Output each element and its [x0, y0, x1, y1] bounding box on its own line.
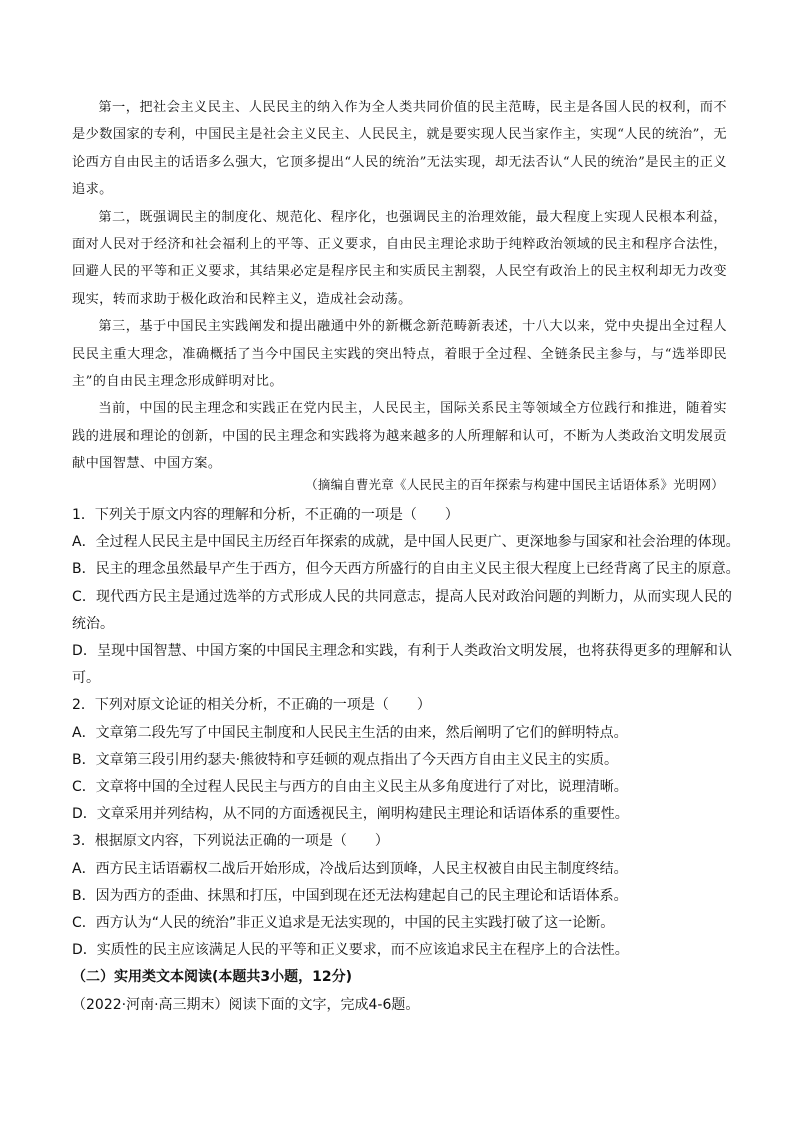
question-3-option-b: B．因为西方的歪曲、抹黑和打压，中国到现在还无法构建起自己的民主理论和话语体系。 — [72, 887, 628, 904]
question-1-option-c: C．现代西方民主是通过选举的方式形成人民的共同意志，提高人民对政治问题的判断力，从而实现人民的统治。 — [72, 588, 732, 632]
question-1-option-d: D．呈现中国智慧、中国方案的中国民主理念和实践，有利于人类政治文明发展，也将获得更多的理解和认可。 — [72, 643, 732, 687]
question-3-stem: 3．根据原文内容，下列说法正确的一项是（ ） — [72, 833, 389, 850]
question-2-option-b: B．文章第三段引用约瑟夫·熊彼特和亨廷顿的观点指出了今天西方自由主义民主的实质。 — [72, 751, 619, 768]
question-3-option-d: D．实质性的民主应该满足人民的平等和正义要求，而不应该追求民主在程序上的合法性。 — [72, 942, 629, 959]
question-1-option-a: A．全过程人民民主是中国民主历经百年探索的成就，是中国人民更广、更深地参与国家和社会治理的体现。 — [72, 534, 740, 551]
question-3-option-a: A．西方民主话语霸权二战后开始形成，冷战后达到顶峰，人民主权被自由民主制度终结。 — [72, 860, 628, 877]
passage-paragraph-3: 第三，基于中国民主实践阐发和提出融通中外的新概念新范畴新表述，十八大以来，党中央提出全过程人民民主重大理念，准确概括了当今中国民主实践的突出特点，着眼于全过程、全链条民主参与，与“选举即民主”的自由民主理念形成鲜明对比。 — [72, 319, 727, 390]
passage-paragraph-1: 第一，把社会主义民主、人民民主的纳入作为全人类共同价值的民主范畴，民主是各国人民的权利，而不是少数国家的专利，中国民主是社会主义民主、人民民主，就是要实现人民当家作主，实现“人民的统治”，无论西方自由民主的话语多么强大，它顶多提出“人民的统治”无法实现，却无法否认“人民的统治”是民主的正义追求。 — [72, 100, 727, 198]
reading-passage — [72, 94, 727, 478]
question-2-stem: 2．下列对原文论证的相关分析，不正确的一项是（ ） — [72, 697, 431, 714]
question-1-stem: 1．下列关于原文内容的理解和分析，不正确的一项是（ ） — [72, 507, 459, 523]
question-1-option-b: B．民主的理念虽然最早产生于西方，但今天西方所盛行的自由主义民主很大程度上已经背离了民主的原意。 — [72, 561, 740, 578]
question-2-option-c: C．文章将中国的全过程人民民主与西方的自由主义民主从多角度进行了对比，说理清晰。 — [72, 779, 628, 796]
passage-paragraph-4: 当前，中国的民主理念和实践正在党内民主，人民民主，国际关系民主等领域全方位践行和推进，随着实践的进展和理论的创新，中国的民主理念和实践将为越来越多的人所理解和认可，不断为人类政治文明发展贡献中国智慧、中国方案。 — [72, 401, 727, 472]
section-intro: （2022·河南·高三期末）阅读下面的文字，完成4-6题。 — [72, 996, 420, 1013]
section-heading: （二）实用类文本阅读(本题共3小题，12分) — [72, 969, 353, 986]
question-2-option-a: A．文章第二段先写了中国民主制度和人民民主生活的由来，然后阐明了它们的鲜明特点。 — [72, 724, 628, 741]
passage-paragraph-2: 第二，既强调民主的制度化、规范化、程序化，也强调民主的治理效能，最大程度上实现人民根本利益，面对人民对于经济和社会福利上的平等、正义要求，自由民主理论求助于纯粹政治领域的民主和程序合法性，回避人民的平等和正义要求，其结果必定是程序民主和实质民主割裂，人民空有政治上的民主权利却无力改变现实，转而求助于极化政治和民粹主义，造成社会动荡。 — [72, 209, 727, 307]
question-3-option-c: C．西方认为“人民的统治”非正义追求是无法实现的，中国的民主实践打破了这一论断。 — [72, 915, 615, 932]
passage-source: （摘编自曹光章《人民民主的百年探索与构建中国民主话语体系》光明网） — [305, 477, 724, 492]
question-list — [72, 502, 740, 1019]
question-2-option-d: D．文章采用并列结构，从不同的方面透视民主，阐明构建民主理论和话语体系的重要性。 — [72, 806, 629, 823]
